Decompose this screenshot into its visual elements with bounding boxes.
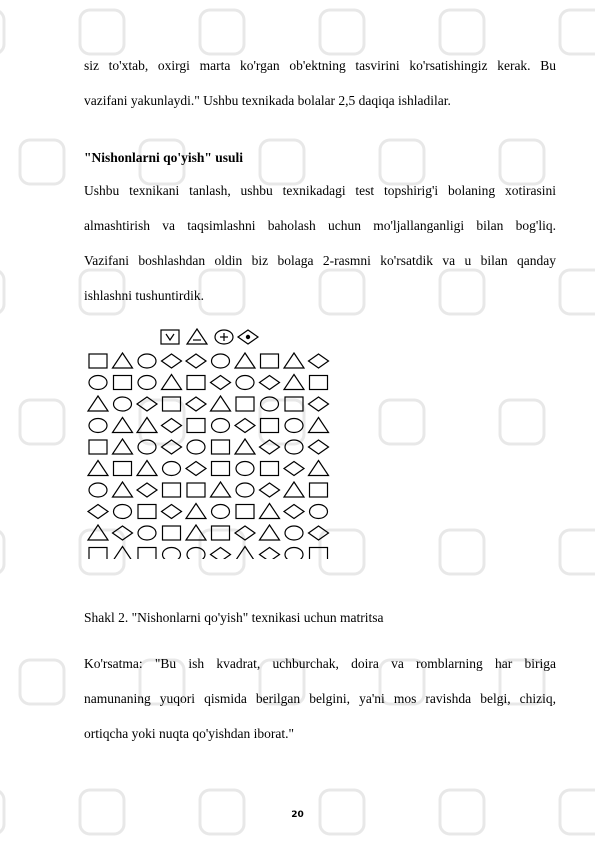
text-line: Vazifani boshlashdan oldin biz bolaga 2-rasmni ko'rsatdik va u bilan qanday	[84, 253, 556, 268]
triangle-symbol	[113, 418, 133, 433]
watermark-tile	[0, 270, 4, 314]
rhombus-symbol	[137, 483, 157, 497]
rhombus-symbol	[260, 376, 280, 390]
triangle-symbol	[284, 353, 304, 368]
triangle-symbol	[284, 482, 304, 497]
triangle-symbol	[284, 375, 304, 390]
square-symbol	[187, 419, 205, 433]
square-symbol	[89, 440, 107, 454]
triangle-symbol	[113, 547, 133, 560]
rhombus-symbol	[260, 548, 280, 560]
square-symbol	[212, 526, 230, 540]
circle-symbol	[138, 354, 156, 368]
watermark-tile	[20, 660, 64, 704]
rhombus-symbol	[284, 505, 304, 519]
square-symbol	[187, 483, 205, 497]
triangle-symbol	[186, 504, 206, 519]
text-line: vazifani yakunlaydi." Ushbu texnikada bolalar 2,5 daqiqa ishladilar.	[84, 93, 451, 108]
square-symbol	[310, 483, 328, 497]
page-number: 20	[291, 810, 304, 820]
rhombus-symbol	[88, 505, 108, 519]
triangle-symbol	[309, 418, 329, 433]
watermark-tile	[560, 530, 595, 574]
circle-symbol	[138, 376, 156, 390]
square-symbol	[114, 462, 132, 476]
circle-symbol	[89, 376, 107, 390]
rhombus-symbol	[162, 354, 182, 368]
square-symbol	[163, 526, 181, 540]
rhombus-symbol	[211, 376, 231, 390]
square-symbol	[89, 548, 107, 560]
section-heading: "Nishonlarni qo'yish" usuli	[84, 150, 244, 165]
circle-symbol	[212, 354, 230, 368]
circle-symbol	[163, 462, 181, 476]
circle-symbol	[114, 397, 132, 411]
square-symbol	[236, 505, 254, 519]
square-symbol	[261, 462, 279, 476]
square-symbol	[261, 354, 279, 368]
rhombus-symbol	[284, 462, 304, 476]
square-symbol	[236, 397, 254, 411]
circle-symbol	[138, 440, 156, 454]
paragraph-intro	[84, 173, 556, 313]
watermark-tile	[560, 270, 595, 314]
rhombus-symbol	[260, 440, 280, 454]
circle-symbol	[89, 419, 107, 433]
triangle-symbol	[235, 439, 255, 454]
triangle-symbol	[137, 461, 157, 476]
square-symbol	[163, 483, 181, 497]
square-symbol	[261, 419, 279, 433]
circle-symbol	[285, 548, 303, 560]
paragraph-instruction	[84, 646, 556, 751]
legend-triangle-minus	[187, 329, 207, 344]
rhombus-symbol	[162, 505, 182, 519]
text-line: almashtirish va taqsimlashni baholash uchun mo'ljallanganligi bilan bog'liq.	[84, 218, 556, 233]
circle-symbol	[236, 462, 254, 476]
circle-symbol	[89, 483, 107, 497]
triangle-symbol	[113, 353, 133, 368]
legend-rhombus-dot	[238, 330, 258, 344]
triangle-symbol	[88, 396, 108, 411]
triangle-symbol	[235, 547, 255, 560]
rhombus-symbol	[309, 440, 329, 454]
square-symbol	[310, 548, 328, 560]
text-line: namunaning yuqori qismida berilgan belgini, ya'ni mos ravishda belgi, chiziq,	[84, 691, 556, 706]
square-symbol	[114, 376, 132, 390]
text-line: ishlashni tushuntirdik.	[84, 288, 205, 303]
circle-symbol	[285, 526, 303, 540]
rhombus-symbol	[113, 526, 133, 540]
square-symbol	[138, 548, 156, 560]
text-line: ortiqcha yoki nuqta qo'yishdan iborat."	[84, 726, 295, 741]
triangle-symbol	[137, 418, 157, 433]
rhombus-symbol	[186, 354, 206, 368]
circle-symbol	[212, 505, 230, 519]
square-symbol	[163, 397, 181, 411]
circle-symbol	[187, 440, 205, 454]
square-symbol	[310, 376, 328, 390]
legend-square-check	[161, 330, 179, 344]
square-symbol	[212, 440, 230, 454]
triangle-symbol	[88, 525, 108, 540]
watermark-tile	[500, 400, 544, 444]
triangle-symbol	[211, 396, 231, 411]
triangle-symbol	[260, 504, 280, 519]
figure-caption: Shakl 2. "Nishonlarni qo'yish" texnikasi uchun matritsa	[84, 610, 384, 625]
circle-symbol	[114, 505, 132, 519]
square-symbol	[285, 397, 303, 411]
triangle-symbol	[113, 439, 133, 454]
watermark-tile	[20, 140, 64, 184]
triangle-symbol	[309, 461, 329, 476]
rhombus-symbol	[162, 419, 182, 433]
rhombus-symbol	[186, 462, 206, 476]
rhombus-symbol	[260, 483, 280, 497]
text-line: siz to'xtab, oxirgi marta ko'rgan ob'ektning tasvirini ko'rsatishingiz kerak. Bu	[84, 58, 556, 73]
paragraph-continuation	[84, 48, 556, 118]
circle-symbol	[138, 526, 156, 540]
rhombus-symbol	[309, 354, 329, 368]
rhombus-symbol	[162, 440, 182, 454]
watermark-tile	[0, 530, 4, 574]
circle-symbol	[163, 548, 181, 560]
triangle-symbol	[235, 353, 255, 368]
square-symbol	[138, 505, 156, 519]
watermark-tile	[560, 10, 595, 54]
circle-symbol	[212, 419, 230, 433]
triangle-symbol	[113, 482, 133, 497]
rhombus-symbol	[235, 419, 255, 433]
circle-symbol	[236, 483, 254, 497]
symbol-matrix-figure	[86, 327, 346, 559]
watermark-tile	[20, 400, 64, 444]
watermark-tile	[0, 10, 4, 54]
circle-symbol	[261, 397, 279, 411]
watermark-tile	[440, 530, 484, 574]
text-line: Ushbu texnikani tanlash, ushbu texnikadagi test topshirig'i bolaning xotirasini	[84, 183, 556, 198]
circle-symbol	[285, 440, 303, 454]
square-symbol	[89, 354, 107, 368]
rhombus-symbol	[309, 397, 329, 411]
rhombus-symbol	[309, 526, 329, 540]
legend-circle-plus	[215, 330, 233, 344]
circle-symbol	[285, 419, 303, 433]
text-line: Ko'rsatma: "Bu ish kvadrat, uchburchak, doira va romblarning har biriga	[84, 656, 556, 671]
triangle-symbol	[260, 525, 280, 540]
triangle-symbol	[88, 461, 108, 476]
triangle-symbol	[162, 375, 182, 390]
circle-symbol	[187, 548, 205, 560]
rhombus-symbol	[137, 397, 157, 411]
square-symbol	[212, 462, 230, 476]
circle-symbol	[310, 505, 328, 519]
square-symbol	[187, 376, 205, 390]
rhombus-symbol	[211, 548, 231, 560]
triangle-symbol	[186, 525, 206, 540]
triangle-symbol	[211, 482, 231, 497]
watermark-tile	[380, 400, 424, 444]
rhombus-symbol	[186, 397, 206, 411]
rhombus-symbol	[235, 526, 255, 540]
circle-symbol	[236, 376, 254, 390]
